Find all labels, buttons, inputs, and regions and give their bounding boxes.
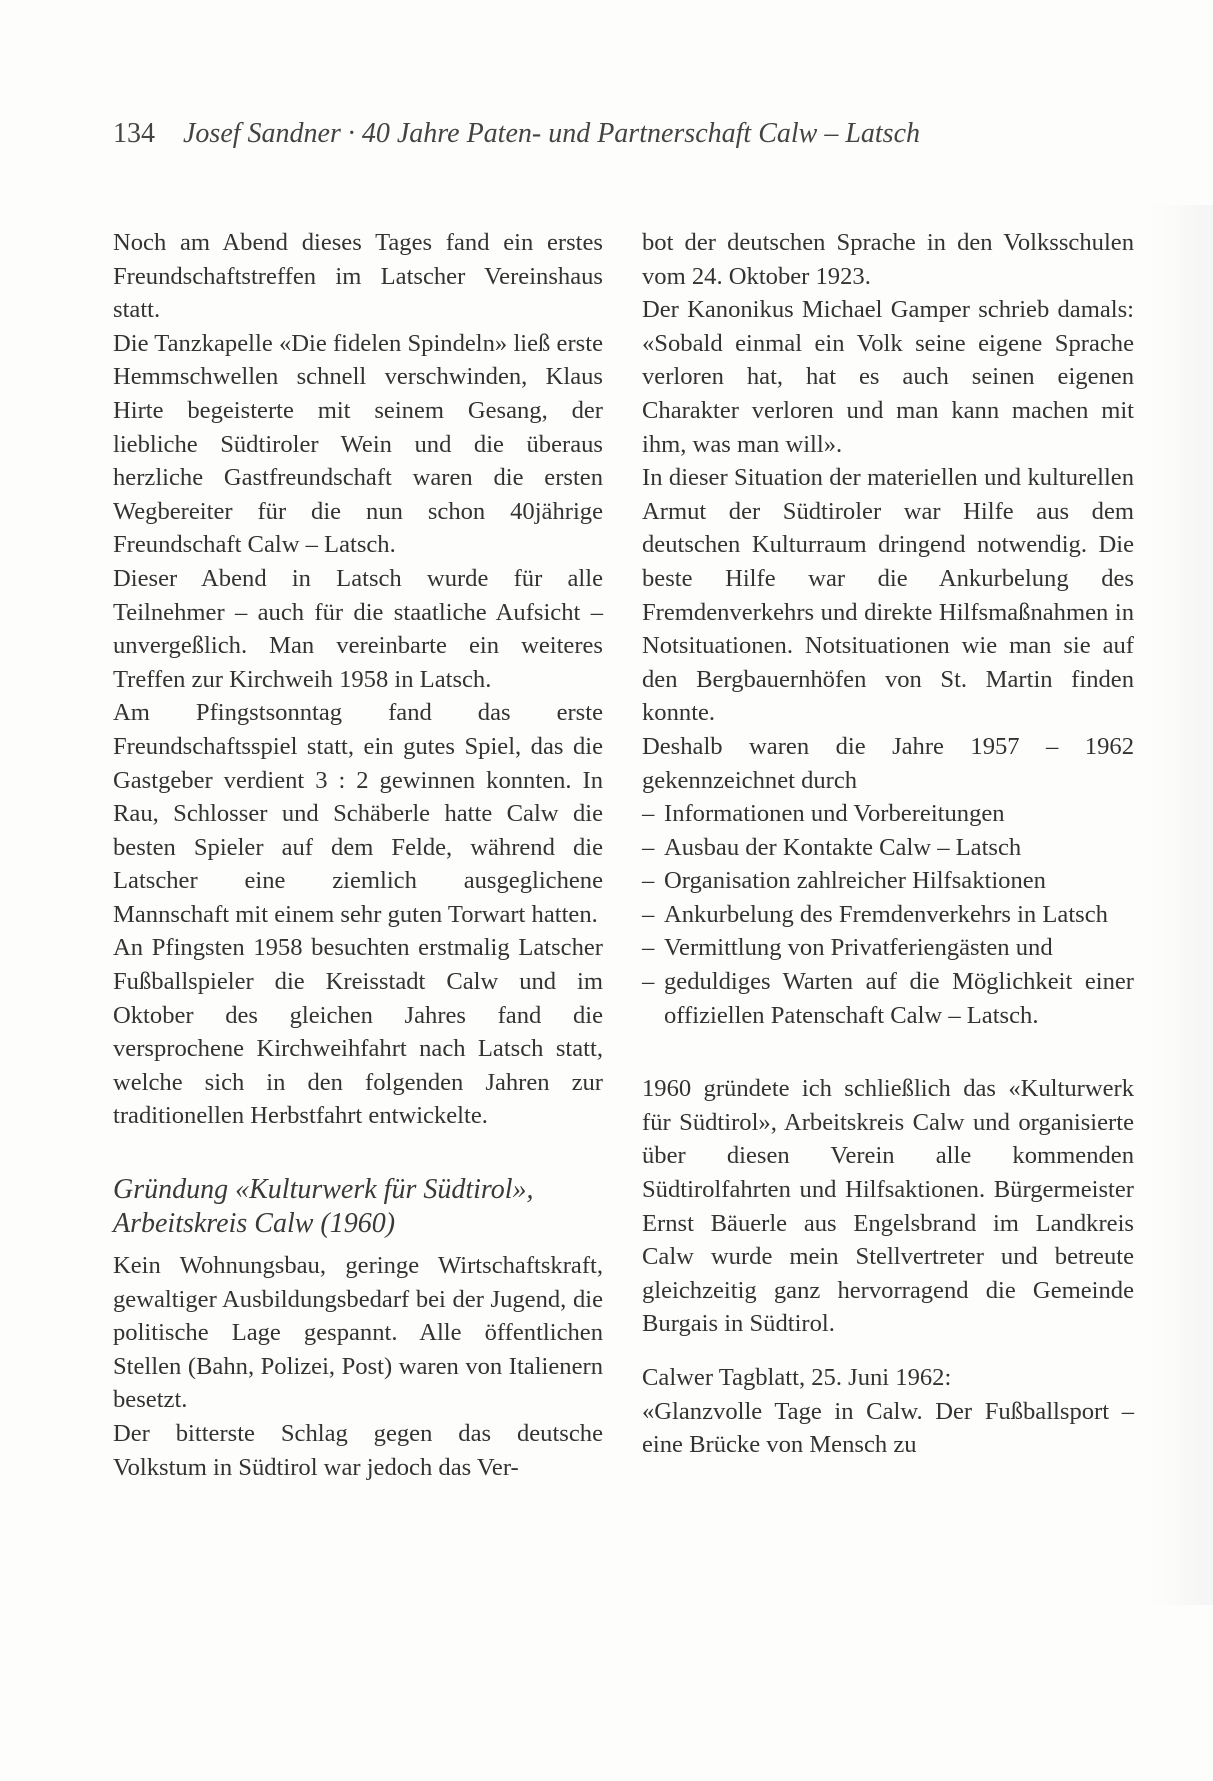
list-item: – geduldiges Warten auf die Möglichkeit einer offiziellen Patenschaft Calw – Latsch. <box>642 965 1134 1032</box>
paragraph: Der Kanonikus Michael Gamper schrieb damals: «Sobald einmal ein Volk seine eigene Sprache verloren hat, hat es auch seinen eigenen Charakter verloren und man kann machen mit ihm, was man will». <box>642 296 1134 458</box>
running-title: Josef Sandner · 40 Jahre Paten- und Partnerschaft Calw – Latsch <box>183 118 920 149</box>
paragraph: Kein Wohnungsbau, geringe Wirtschaftskraft, gewaltiger Ausbildungsbedarf bei der Jugend, die politische Lage gespannt. Alle öffentlichen Stellen (Bahn, Polizei, Post) waren von Italienern besetzt. <box>113 1252 603 1414</box>
paragraph: 1960 gründete ich schließlich das «Kulturwerk für Südtirol», Arbeitskreis Calw und organisierte über diesen Verein alle kommenden Südtirolfahrten und Hilfsaktionen. Bürgermeister Ernst Bäuerle aus Engelsbrand im Landkreis Calw wurde mein Stellvertreter und betreute gleichzeitig ganz hervorragend die Gemeinde Burgais in Südtirol. <box>642 1075 1134 1338</box>
paragraph: Am Pfingstsonntag fand das erste Freundschaftsspiel statt, ein gutes Spiel, das die Gastgeber verdient 3 : 2 gewinnen konnten. In Rau, Schlosser und Schäberle hatte Calw die besten Spieler auf dem Felde, während die Latscher eine ziemlich ausgeglichene Mannschaft mit einem sehr guten Torwart hatten. <box>113 699 603 928</box>
dash-list <box>642 797 1134 1032</box>
running-header <box>113 118 1113 150</box>
list-item: – Organisation zahlreicher Hilfsaktionen <box>642 864 1134 898</box>
section-heading: Gründung «Kulturwerk für Südtirol», Arbeitskreis Calw (1960) <box>113 1174 534 1240</box>
paragraph: An Pfingsten 1958 besuchten erstmalig Latscher Fußballspieler die Kreisstadt Calw und im Oktober des gleichen Jahres fand die versprochene Kirchweihfahrt nach Latsch statt, welche sich in den folgenden Jahren zur traditionellen Herbstfahrt entwickelte. <box>113 934 603 1130</box>
list-item: – Ausbau der Kontakte Calw – Latsch <box>642 831 1134 865</box>
paragraph: Dieser Abend in Latsch wurde für alle Teilnehmer – auch für die staatliche Aufsicht – unvergeßlich. Man vereinbarte ein weiteres Treffen zur Kirchweih 1958 in Latsch. <box>113 564 603 693</box>
list-item: – Vermittlung von Privatferiengästen und <box>642 931 1134 965</box>
quote-source: Calwer Tagblatt, 25. Juni 1962: <box>642 1364 952 1391</box>
page-number: 134 <box>113 118 155 149</box>
right-column <box>642 226 1134 1462</box>
paragraph: Die Tanzkapelle «Die fidelen Spindeln» ließ erste Hemmschwellen schnell verschwinden, Klaus Hirte begeisterte mit seinem Gesang, der liebliche Südtiroler Wein und die überaus herzliche Gastfreundschaft waren die ersten Wegbereiter für die nun schon 40jährige Freundschaft Calw – Latsch. <box>113 329 603 559</box>
list-item: – Informationen und Vorbereitungen <box>642 797 1134 831</box>
page-edge-shadow <box>1150 205 1213 1605</box>
list-item: – Ankurbelung des Fremdenverkehrs in Latsch <box>642 898 1134 932</box>
paragraph: Der bitterste Schlag gegen das deutsche Volkstum in Südtirol war jedoch das Ver- <box>113 1420 603 1481</box>
paragraph: In dieser Situation der materiellen und kulturellen Armut der Südtiroler war Hilfe aus dem deutschen Kulturraum dringend notwendig. Die beste Hilfe war die Ankurbelung des Fremdenverkehrs und direkte Hilfsmaßnahmen in Notsituationen. Notsituationen wie man sie auf den Bergbauernhöfen von St. Martin finden konnte. <box>642 464 1134 727</box>
paragraph: bot der deutschen Sprache in den Volksschulen vom 24. Oktober 1923. <box>642 229 1134 290</box>
paragraph: Noch am Abend dieses Tages fand ein erstes Freundschaftstreffen im Latscher Vereinshaus statt. <box>113 229 603 324</box>
paragraph: Deshalb waren die Jahre 1957 – 1962 gekennzeichnet durch <box>642 732 1134 794</box>
quote-text: «Glanzvolle Tage in Calw. Der Fußballsport – eine Brücke von Mensch zu <box>642 1397 1134 1459</box>
left-column <box>113 226 603 1484</box>
